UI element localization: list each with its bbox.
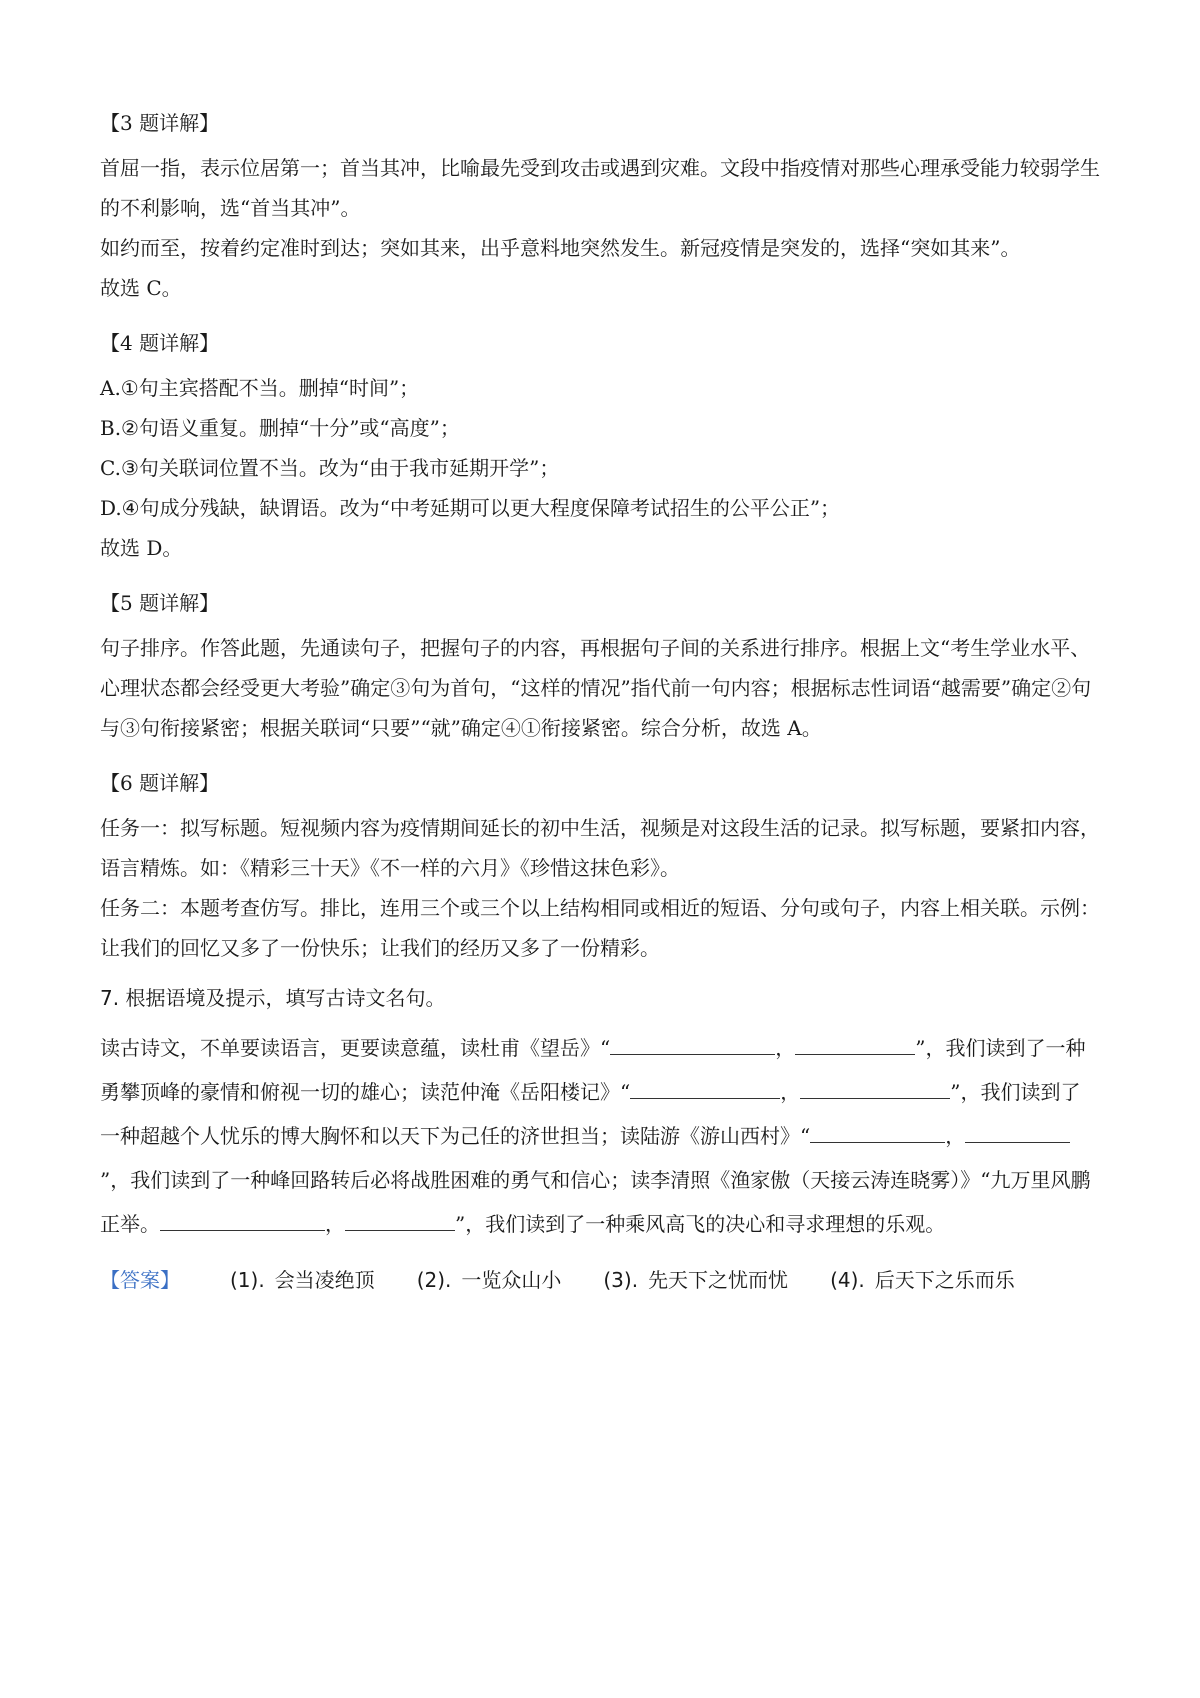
q6-task-2: 任务二：本题考查仿写。排比，连用三个或三个以上结构相同或相近的短语、分句或句子，内容上相关联。示例：让我们的回忆又多了一份快乐；让我们的经历又多了一份精彩。	[100, 896, 1100, 960]
passage-text-3: ”，我们读到了一种超越个人忧乐的博大胸怀和以天下为己任的济世担当；读陆游《游山西村》“	[100, 1080, 1081, 1148]
answer-item	[603, 1264, 788, 1296]
passage-text-5: ”，我们读到了一种乘风高飞的决心和寻求理想的乐观。	[455, 1212, 946, 1236]
blank-2[interactable]	[795, 1034, 915, 1055]
section-heading-q4: 【4 题详解】	[100, 331, 220, 355]
answer-text: 一览众山小	[461, 1268, 562, 1292]
q4-option-b: B.②句语义重复。删掉“十分”或“高度”；	[100, 416, 460, 440]
q4-option-c: C.③句关联词位置不当。改为“由于我市延期开学”；	[100, 456, 560, 480]
section-heading-q3: 【3 题详解】	[100, 111, 220, 135]
question-7-title: 7. 根据语境及提示，填写古诗文名句。	[100, 986, 446, 1010]
q3-paragraph-3: 故选 C。	[100, 276, 182, 300]
blank-1[interactable]	[610, 1034, 775, 1055]
q3-paragraph-1: 首屈一指，表示位居第一；首当其冲，比喻最先受到攻击或遇到灾难。文段中指疫情对那些心理承受能力较弱学生的不利影响，选“首当其冲”。	[100, 156, 1100, 220]
blank-separator: ，	[945, 1124, 966, 1148]
answer-number: (2).	[416, 1268, 452, 1292]
q3-paragraph-2: 如约而至，按着约定准时到达；突如其来，出乎意料地突然发生。新冠疫情是突发的，选择“突如其来”。	[100, 236, 1021, 260]
answer-number: (1).	[230, 1268, 265, 1292]
q4-conclusion: 故选 D。	[100, 536, 183, 560]
blank-4[interactable]	[800, 1078, 950, 1099]
answer-text: 后天下之乐而乐	[874, 1268, 1015, 1292]
blank-3[interactable]	[630, 1078, 780, 1099]
question-7-passage	[100, 1026, 1100, 1246]
q4-option-d: D.④句成分残缺，缺谓语。改为“中考延期可以更大程度保障考试招生的公平公正”；	[100, 496, 841, 520]
answer-row	[100, 1264, 1100, 1296]
answer-item	[417, 1264, 562, 1296]
blank-6[interactable]	[965, 1122, 1070, 1143]
answer-label: 【答案】	[100, 1268, 180, 1292]
answer-item	[830, 1264, 1015, 1296]
blank-separator: ，	[775, 1036, 796, 1060]
passage-text-2: ”，我们读到了一种勇攀顶峰的豪情和俯视一切的雄心；读范仲淹《岳阳楼记》“	[100, 1036, 1086, 1104]
q5-paragraph: 句子排序。作答此题，先通读句子，把握句子的内容，再根据句子间的关系进行排序。根据上文“考生学业水平、心理状态都会经受更大考验”确定③句为首句，“这样的情况”指代前一句内容；根据标志性词语“越需要”确定②句与③句衔接紧密；根据关联词“只要”“就”确定④①衔接紧密。综合分析，故选 A。	[100, 636, 1092, 740]
section-heading-q6: 【6 题详解】	[100, 771, 220, 795]
answer-text: 会当凌绝顶	[274, 1268, 375, 1292]
passage-text-4: ”，我们读到了一种峰回路转后必将战胜困难的勇气和信心；读李清照《渔家傲（天接云涛连晓雾）》“九万里风鹏正举。	[100, 1168, 1091, 1236]
blank-7[interactable]	[160, 1210, 325, 1231]
answer-number: (3).	[603, 1268, 639, 1292]
answer-item	[230, 1264, 375, 1296]
q4-option-a: A.①句主宾搭配不当。删掉“时间”；	[100, 376, 420, 400]
answer-text: 先天下之忧而忧	[648, 1268, 789, 1292]
blank-8[interactable]	[345, 1210, 455, 1231]
document-page	[100, 108, 1100, 1296]
passage-text-1: 读古诗文，不单要读语言，更要读意蕴，读杜甫《望岳》“	[100, 1036, 611, 1060]
section-heading-q5: 【5 题详解】	[100, 591, 220, 615]
q6-task-1: 任务一：拟写标题。短视频内容为疫情期间延长的初中生活，视频是对这段生活的记录。拟写标题，要紧扣内容，语言精炼。如：《精彩三十天》《不一样的六月》《珍惜这抹色彩》。	[100, 816, 1100, 880]
blank-separator: ，	[325, 1212, 345, 1236]
blank-separator: ，	[780, 1080, 801, 1104]
blank-5[interactable]	[810, 1122, 945, 1143]
answer-number: (4).	[830, 1268, 865, 1292]
